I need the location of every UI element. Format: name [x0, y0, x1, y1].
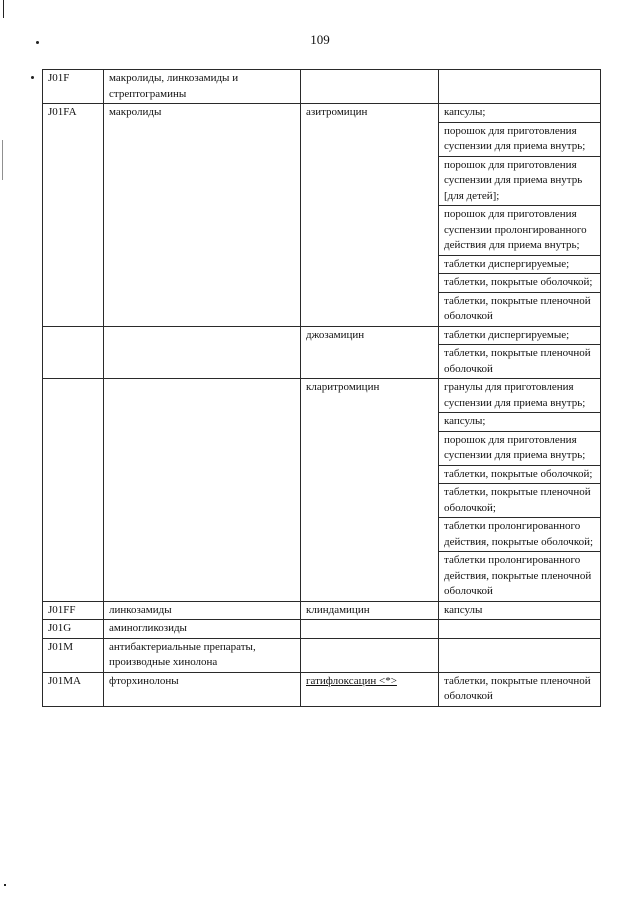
dosage-form-cell: таблетки, покрытые оболочкой;: [439, 465, 601, 484]
drug-name-cell: [301, 620, 439, 639]
dosage-form-cell: порошок для приготовления суспензии для приема внутрь;: [439, 431, 601, 465]
scan-mark-left-edge: [2, 140, 3, 180]
dosage-form-cell: порошок для приготовления суспензии для приема внутрь [для детей];: [439, 156, 601, 206]
table-row: [43, 326, 601, 345]
dosage-form-cell: таблетки, покрытые оболочкой;: [439, 274, 601, 293]
drug-name-cell: [301, 638, 439, 672]
dosage-form-cell: таблетки диспергируемые;: [439, 255, 601, 274]
drug-name-cell: азитромицин: [301, 104, 439, 327]
page-number: 109: [310, 32, 330, 47]
drug-name-cell: гатифлоксацин <*>: [301, 672, 439, 706]
dosage-form-cell: [439, 638, 601, 672]
group-name-cell: аминогликозиды: [104, 620, 301, 639]
table-row: [43, 672, 601, 706]
group-name-cell: антибактериальные препараты, производные хинолона: [104, 638, 301, 672]
dosage-form-cell: [439, 620, 601, 639]
dosage-form-cell: капсулы;: [439, 413, 601, 432]
group-name-cell: [104, 326, 301, 379]
drug-table: [42, 69, 601, 707]
table-body: [43, 70, 601, 707]
dosage-form-cell: капсулы: [439, 601, 601, 620]
table-row: [43, 104, 601, 123]
dosage-form-cell: порошок для приготовления суспензии для приема внутрь;: [439, 122, 601, 156]
atc-code-cell: J01M: [43, 638, 104, 672]
dosage-form-cell: таблетки диспергируемые;: [439, 326, 601, 345]
dosage-form-cell: [439, 70, 601, 104]
group-name-cell: [104, 379, 301, 602]
dosage-form-cell: таблетки, покрытые пленочной оболочкой: [439, 345, 601, 379]
atc-code-cell: J01FA: [43, 104, 104, 327]
dosage-form-cell: гранулы для приготовления суспензии для приема внутрь;: [439, 379, 601, 413]
group-name-cell: фторхинолоны: [104, 672, 301, 706]
dosage-form-cell: таблетки пролонгированного действия, покрытые оболочкой;: [439, 518, 601, 552]
group-name-cell: макролиды, линкозамиды и стрептограмины: [104, 70, 301, 104]
table-row: [43, 638, 601, 672]
dosage-form-cell: таблетки, покрытые пленочной оболочкой;: [439, 484, 601, 518]
table-row: [43, 70, 601, 104]
drug-name-cell: джозамицин: [301, 326, 439, 379]
table-row: [43, 620, 601, 639]
atc-code-cell: J01MA: [43, 672, 104, 706]
dosage-form-cell: таблетки, покрытые пленочной оболочкой: [439, 672, 601, 706]
dosage-form-cell: таблетки, покрытые пленочной оболочкой: [439, 292, 601, 326]
atc-code-cell: J01F: [43, 70, 104, 104]
drug-name-cell: кларитромицин: [301, 379, 439, 602]
table-row: [43, 601, 601, 620]
atc-code-cell: [43, 326, 104, 379]
atc-code-cell: J01FF: [43, 601, 104, 620]
dosage-form-cell: таблетки пролонгированного действия, покрытые пленочной оболочкой: [439, 552, 601, 602]
drug-name-cell: [301, 70, 439, 104]
scan-mark-dot: [31, 76, 34, 79]
atc-code-cell: [43, 379, 104, 602]
group-name-cell: линкозамиды: [104, 601, 301, 620]
drug-name-cell: клиндамицин: [301, 601, 439, 620]
scan-mark-dot: [36, 41, 39, 44]
scan-mark-top-left: [3, 0, 4, 18]
table-row: [43, 379, 601, 413]
dosage-form-cell: порошок для приготовления суспензии пролонгированного действия для приема внутрь;: [439, 206, 601, 256]
scan-mark-bottom-left: [4, 884, 6, 886]
dosage-form-cell: капсулы;: [439, 104, 601, 123]
atc-code-cell: J01G: [43, 620, 104, 639]
group-name-cell: макролиды: [104, 104, 301, 327]
